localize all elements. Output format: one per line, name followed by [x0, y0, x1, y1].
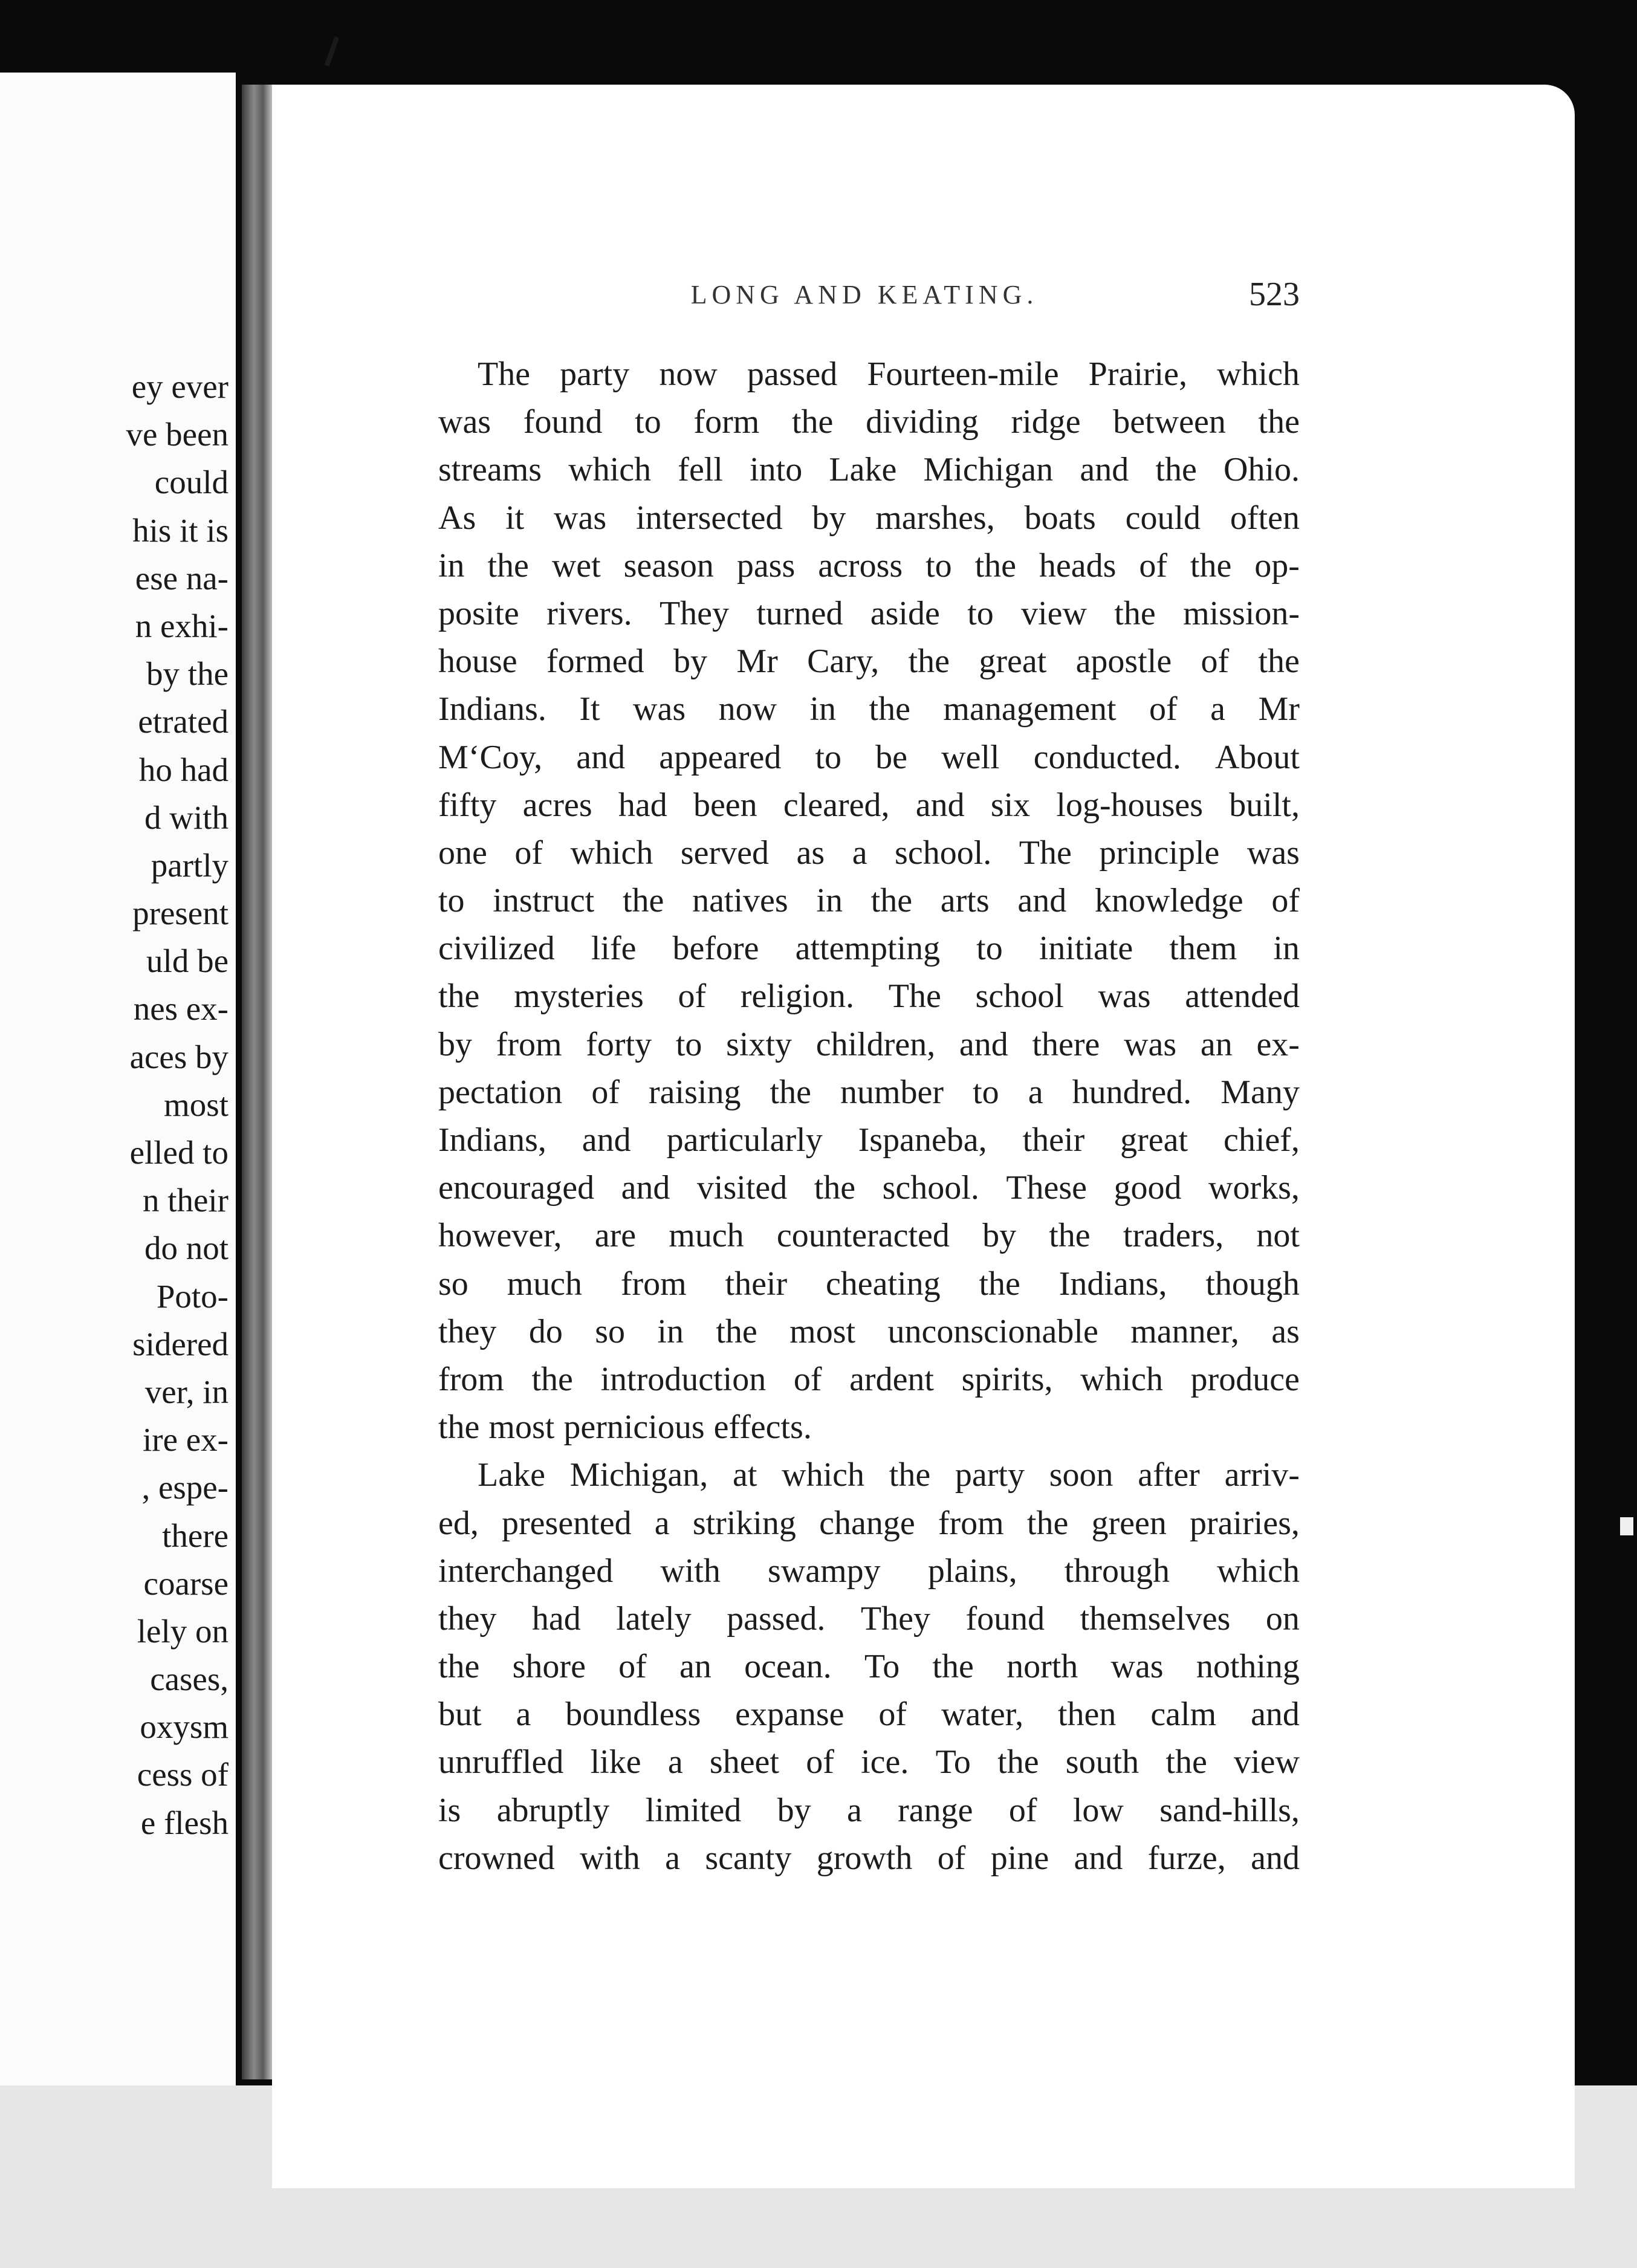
text-line: they do so in the most unconscionable manner, as — [438, 1312, 1300, 1350]
text-line: in the wet season pass across to the heads of the op- — [438, 546, 1300, 585]
text-line: posite rivers. They turned aside to view the mission- — [438, 594, 1300, 632]
text-line: one of which served as a school. The principle was — [438, 834, 1300, 872]
left-page-fragment: most — [164, 1086, 229, 1123]
text-line: so much from their cheating the Indians, though — [438, 1265, 1300, 1303]
left-page-fragment: cess of — [137, 1756, 229, 1793]
text-line: to instruct the natives in the arts and knowledge of — [438, 882, 1300, 920]
left-page-fragment: could — [154, 464, 229, 501]
scan-speck — [1620, 1517, 1633, 1535]
text-line: the mysteries of religion. The school was attended — [438, 977, 1300, 1016]
left-page-fragment: uld be — [146, 942, 229, 980]
text-line: encouraged and visited the school. These good works, — [438, 1169, 1300, 1207]
left-page-fragment: ho had — [138, 751, 229, 788]
left-page-fragment: , espe- — [141, 1469, 229, 1506]
left-page-fragment: aces by — [129, 1038, 229, 1075]
text-line: Indians, and particularly Ispaneba, their great chief, — [438, 1121, 1300, 1159]
running-head: LONG AND KEATING. — [690, 280, 1039, 309]
left-page-fragment: coarse — [143, 1564, 229, 1602]
left-page-fragment: Poto- — [156, 1277, 229, 1315]
text-line: unruffled like a sheet of ice. To the south the view — [438, 1743, 1300, 1781]
text-line: however, are much counteracted by the traders, not — [438, 1217, 1300, 1255]
text-line: the most pernicious effects. — [438, 1408, 812, 1447]
text-line: is abruptly limited by a range of low sand-hills, — [438, 1791, 1300, 1829]
left-page-fragment: by the — [146, 655, 229, 693]
left-page-fragment: do not — [144, 1230, 229, 1267]
text-line: was found to form the dividing ridge between the — [438, 403, 1300, 441]
left-page-fragment: partly — [151, 846, 229, 884]
scan-speck — [325, 36, 340, 66]
text-line: from the introduction of ardent spirits, which produce — [438, 1360, 1300, 1398]
text-line: M‘Coy, and appeared to be well conducted. About — [438, 738, 1300, 776]
left-page-fragment: n their — [142, 1182, 229, 1219]
page-number: 523 — [1249, 276, 1300, 313]
left-page-fragment: etrated — [138, 703, 229, 740]
left-page-text-fragments — [0, 363, 229, 1847]
text-line: The party now passed Fourteen-mile Prairie, which — [478, 355, 1300, 393]
left-page-fragment: his it is — [132, 511, 229, 549]
text-line: the shore of an ocean. To the north was nothing — [438, 1648, 1300, 1686]
left-page-fragment: oxysm — [140, 1708, 229, 1746]
text-line: they had lately passed. They found themselves on — [438, 1599, 1300, 1638]
left-page-fragment: d with — [144, 799, 229, 836]
left-page-fragment: elled to — [129, 1134, 229, 1171]
left-page-fragment: present — [132, 895, 229, 932]
text-line: by from forty to sixty children, and there was an ex- — [438, 1025, 1300, 1063]
left-page-fragment: nes ex- — [133, 990, 229, 1028]
left-page-fragment: ve been — [126, 416, 229, 453]
left-page-fragment: ey ever — [131, 368, 229, 405]
left-page-fragment: cases, — [150, 1660, 229, 1698]
text-line: Indians. It was now in the management of a Mr — [438, 690, 1300, 728]
left-page-fragment: there — [162, 1517, 229, 1554]
left-page-fragment: n exhi- — [135, 607, 229, 644]
text-line: but a boundless expanse of water, then calm and — [438, 1696, 1300, 1734]
text-line: ed, presented a striking change from the green prairies, — [438, 1504, 1300, 1542]
text-line: crowned with a scanty growth of pine and furze, and — [438, 1839, 1300, 1877]
left-page-fragment: lely on — [137, 1612, 229, 1650]
left-page-fragment: ver, in — [144, 1373, 229, 1410]
text-line: Lake Michigan, at which the party soon after arriv- — [478, 1456, 1300, 1494]
left-page-fragment: ese na- — [135, 559, 229, 597]
text-line: house formed by Mr Cary, the great apostle of the — [438, 643, 1300, 681]
text-line: interchanged with swampy plains, through which — [438, 1552, 1300, 1590]
text-line: fifty acres had been cleared, and six log-houses built, — [438, 786, 1300, 824]
text-line: streams which fell into Lake Michigan and the Ohio. — [438, 451, 1300, 489]
left-page-fragment: e flesh — [140, 1804, 229, 1841]
book-gutter — [242, 85, 272, 2079]
left-facing-page — [0, 73, 236, 2085]
left-page-fragment: ire ex- — [143, 1421, 229, 1459]
text-line: As it was intersected by marshes, boats could often — [438, 499, 1300, 537]
text-line: pectation of raising the number to a hundred. Many — [438, 1073, 1300, 1111]
text-line: civilized life before attempting to initiate them in — [438, 930, 1300, 968]
body-text — [438, 351, 1300, 1882]
left-page-fragment: sidered — [132, 1325, 229, 1362]
